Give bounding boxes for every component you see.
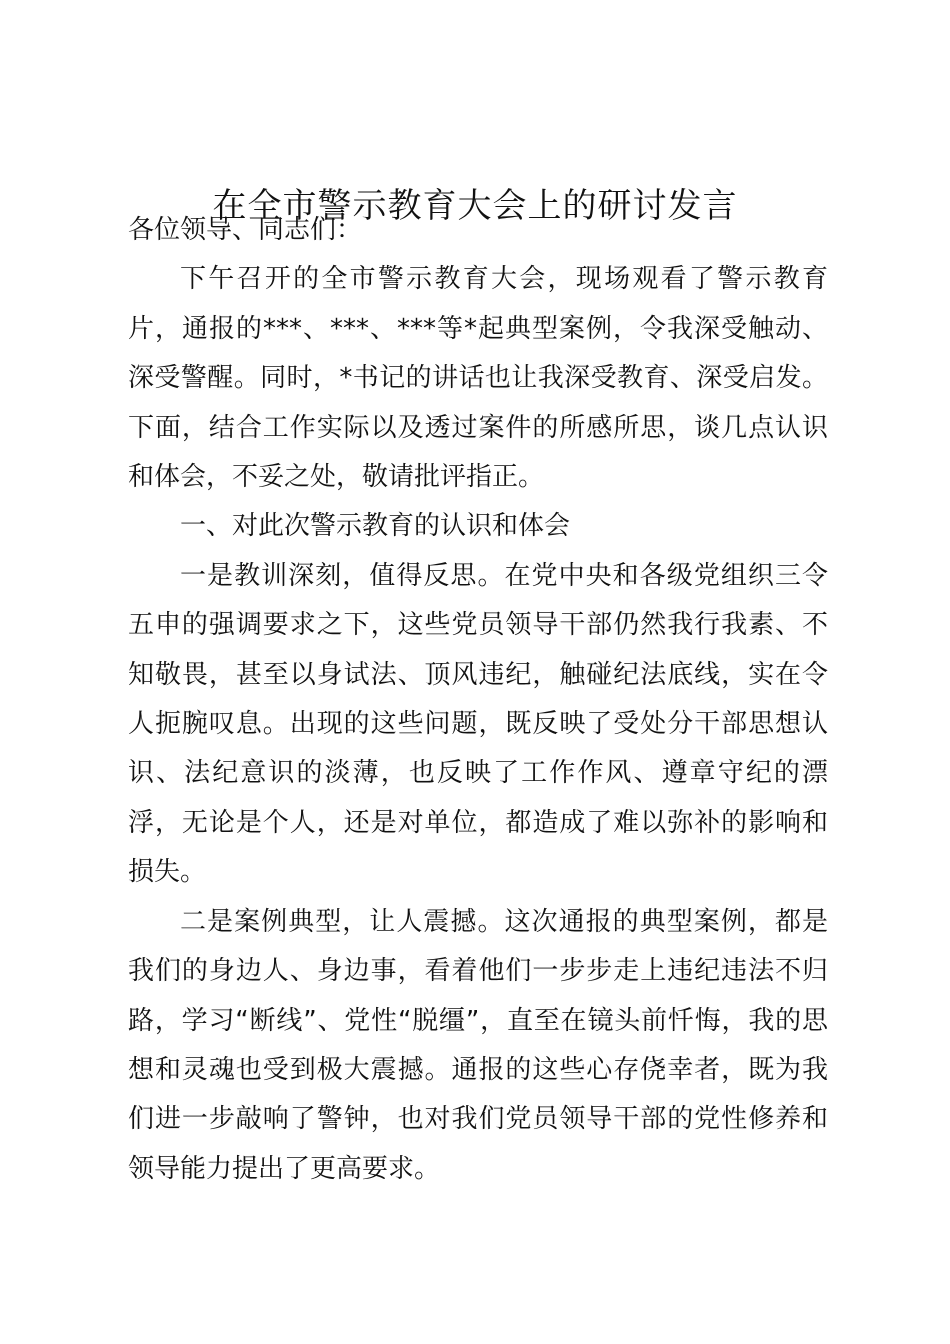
paragraph-point-2: 二是案例典型，让人震撼。这次通报的典型案例，都是我们的身边人、身边事，看着他们一步步走上违纪违法不归路，学习“断线”、党性“脱缰”，直至在镜头前忏悔，我的思想和灵魂也受到极大震撼。通报的这些心存侥幸者，既为我们进一步敲响了警钟，也对我们党员领导干部的党性修养和领导能力提出了更高要求。 (128, 906, 828, 1184)
paragraph-point-1: 一是教训深刻，值得反思。在党中央和各级党组织三令五申的强调要求之下，这些党员领导干部仍然我行我素、不知敬畏，甚至以身试法、顶风违纪，触碰纪法底线，实在令人扼腕叹息。出现的这些问题，既反映了受处分干部思想认识、法纪意识的淡薄，也反映了工作作风、遵章守纪的漂浮，无论是个人，还是对单位，都造成了难以弥补的影响和损失。 (128, 560, 828, 888)
paragraph-intro: 下午召开的全市警示教育大会，现场观看了警示教育片，通报的***、***、***等*起典型案例，令我深受触动、深受警醒。同时，*书记的讲话也让我深受教育、深受启发。下面，结合工作实际以及透过案件的所感所思，谈几点认识和体会，不妥之处，敬请批评指正。 (128, 264, 828, 493)
document-title: 在全市警示教育大会上的研讨发言 (212, 186, 738, 226)
salutation: 各位领导、同志们： (128, 215, 363, 245)
section-heading-1: 一、对此次警示教育的认识和体会 (180, 511, 571, 542)
document-body (128, 206, 828, 1194)
